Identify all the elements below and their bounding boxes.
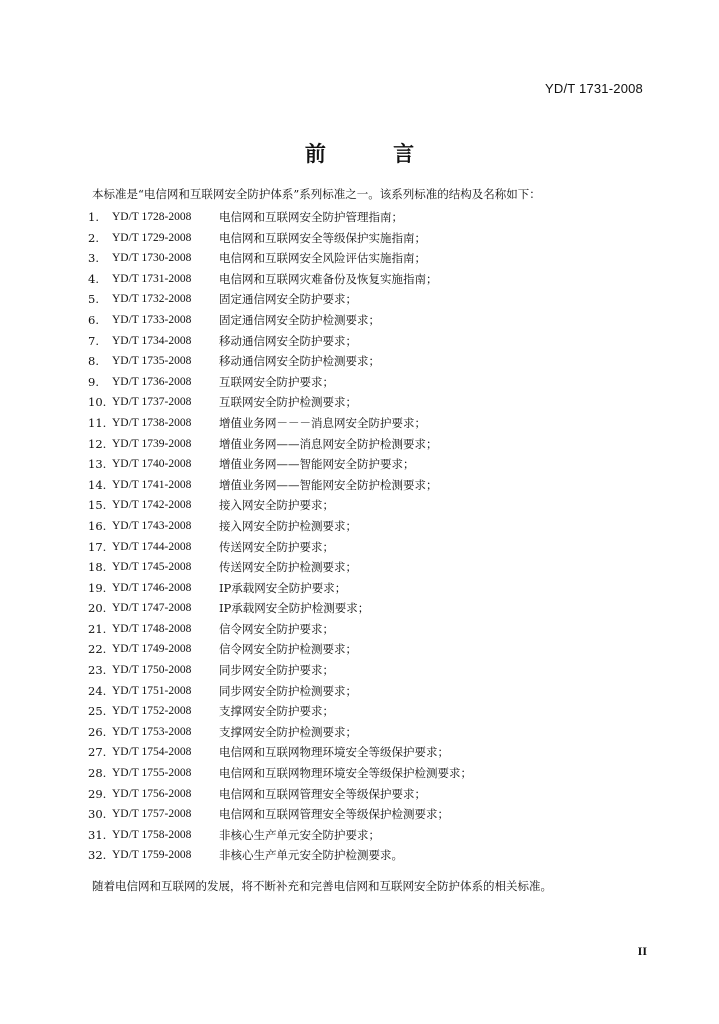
list-item <box>88 804 472 825</box>
list-item-number: 17. <box>88 539 107 554</box>
list-item <box>88 537 472 558</box>
list-item-name: IP承载网安全防护检测要求； <box>219 601 370 616</box>
list-item <box>88 660 472 681</box>
list-item <box>88 722 472 743</box>
list-item-code: YD/T 1757-2008 <box>112 808 192 821</box>
list-item-code: YD/T 1740-2008 <box>112 458 192 471</box>
list-item <box>88 742 472 763</box>
list-item-number: 32. <box>88 848 107 863</box>
list-item-code: YD/T 1738-2008 <box>112 416 192 429</box>
list-item-number: 6. <box>88 312 99 327</box>
list-item-name: 电信网和互联网安全风险评估实施指南； <box>219 251 426 266</box>
list-item-number: 24. <box>88 683 107 698</box>
list-item <box>88 557 472 578</box>
list-item-code: YD/T 1728-2008 <box>112 211 192 223</box>
list-item <box>88 598 472 619</box>
list-item-number: 4. <box>88 271 99 286</box>
list-item-code: YD/T 1750-2008 <box>112 664 192 677</box>
list-item <box>88 434 472 455</box>
list-item-number: 26. <box>88 724 107 739</box>
list-item-number: 28. <box>88 766 107 781</box>
list-item-name: 电信网和互联网管理安全等级保护要求； <box>219 786 426 801</box>
list-item-name: 同步网安全防护检测要求； <box>219 683 357 698</box>
list-item-number: 3. <box>88 251 99 266</box>
list-item-number: 7. <box>88 333 99 348</box>
list-item-number: 30. <box>88 807 107 822</box>
list-item-number: 16. <box>88 518 107 533</box>
list-item-code: YD/T 1737-2008 <box>112 396 192 409</box>
list-item-code: YD/T 1729-2008 <box>112 231 192 244</box>
list-item-code: YD/T 1731-2008 <box>112 272 192 285</box>
list-item-name: IP承载网安全防护要求； <box>219 580 347 595</box>
list-item <box>88 639 472 660</box>
list-item-number: 2. <box>88 230 99 245</box>
list-item-number: 11. <box>88 415 107 430</box>
list-item <box>88 701 472 722</box>
list-item-number: 29. <box>88 786 107 801</box>
list-item-name: 传送网安全防护检测要求； <box>219 560 357 575</box>
list-item-code: YD/T 1745-2008 <box>112 561 192 574</box>
list-item-name: 支撑网安全防护检测要求； <box>219 724 357 739</box>
list-item-code: YD/T 1742-2008 <box>112 499 192 512</box>
list-item-name: 接入网安全防护要求； <box>219 498 334 513</box>
standard-code-header: YD/T 1731-2008 <box>545 81 643 96</box>
list-item <box>88 228 472 249</box>
list-item-name: 电信网和互联网安全等级保护实施指南； <box>219 230 426 245</box>
list-item-number: 8. <box>88 354 99 369</box>
list-item <box>88 207 472 228</box>
list-item <box>88 845 472 866</box>
list-item-name: 传送网安全防护要求； <box>219 539 334 554</box>
list-item-name: 互联网安全防护要求； <box>219 374 334 389</box>
list-item-number: 21. <box>88 621 107 636</box>
list-item-number: 10. <box>88 395 107 410</box>
list-item-name: 增值业务网－－－消息网安全防护要求； <box>219 415 426 430</box>
list-item <box>88 681 472 702</box>
list-item-code: YD/T 1741-2008 <box>112 478 192 491</box>
list-item-name: 电信网和互联网物理环境安全等级保护要求； <box>219 745 449 760</box>
list-item-code: YD/T 1752-2008 <box>112 705 192 718</box>
list-item <box>88 475 472 496</box>
list-item-code: YD/T 1733-2008 <box>112 313 192 326</box>
list-item-number: 5. <box>88 292 99 307</box>
list-item-code: YD/T 1739-2008 <box>112 437 192 450</box>
page-number: II <box>637 944 647 958</box>
list-item-name: 固定通信网安全防护要求； <box>219 292 357 307</box>
list-item <box>88 825 472 846</box>
list-item <box>88 784 472 805</box>
list-item-name: 同步网安全防护要求； <box>219 663 334 678</box>
list-item-code: YD/T 1749-2008 <box>112 643 192 656</box>
list-item-number: 20. <box>88 601 107 616</box>
list-item-name: 支撑网安全防护要求； <box>219 704 334 719</box>
list-item-number: 9. <box>88 374 99 389</box>
list-item-name: 固定通信网安全防护检测要求； <box>219 312 380 327</box>
list-item <box>88 392 472 413</box>
list-item <box>88 372 472 393</box>
list-item <box>88 763 472 784</box>
list-item-name: 接入网安全防护检测要求； <box>219 518 357 533</box>
list-item-name: 电信网和互联网物理环境安全等级保护检测要求； <box>219 766 472 781</box>
list-item <box>88 454 472 475</box>
list-item-number: 31. <box>88 827 107 842</box>
list-item <box>88 619 472 640</box>
list-item-number: 14. <box>88 477 107 492</box>
list-item <box>88 289 472 310</box>
list-item-code: YD/T 1747-2008 <box>112 602 192 615</box>
intro-paragraph: 本标准是“电信网和互联网安全防护体系”系列标准之一。该系列标准的结构及名称如下： <box>92 187 541 201</box>
list-item-name: 电信网和互联网安全防护管理指南； <box>219 210 403 224</box>
list-item-code: YD/T 1734-2008 <box>112 334 192 347</box>
list-item-code: YD/T 1730-2008 <box>112 252 192 265</box>
list-item-code: YD/T 1753-2008 <box>112 725 192 738</box>
list-item <box>88 413 472 434</box>
list-item-number: 15. <box>88 498 107 513</box>
list-item-number: 1. <box>88 210 99 224</box>
list-item <box>88 248 472 269</box>
list-item-code: YD/T 1732-2008 <box>112 293 192 306</box>
list-item-number: 23. <box>88 663 107 678</box>
closing-paragraph: 随着电信网和互联网的发展，将不断补充和完善电信网和互联网安全防护体系的相关标准。 <box>92 879 552 893</box>
list-item <box>88 516 472 537</box>
list-item <box>88 310 472 331</box>
list-item-code: YD/T 1756-2008 <box>112 787 192 800</box>
list-item-code: YD/T 1735-2008 <box>112 355 192 368</box>
list-item-number: 13. <box>88 457 107 472</box>
list-item-name: 移动通信网安全防护要求； <box>219 333 357 348</box>
list-item-number: 27. <box>88 745 107 760</box>
list-item-name: 互联网安全防护检测要求； <box>219 395 357 410</box>
list-item-code: YD/T 1744-2008 <box>112 540 192 553</box>
list-item-code: YD/T 1736-2008 <box>112 375 192 388</box>
list-item-code: YD/T 1758-2008 <box>112 828 192 841</box>
list-item-code: YD/T 1746-2008 <box>112 581 192 594</box>
list-item-number: 18. <box>88 560 107 575</box>
list-item-name: 信令网安全防护要求； <box>219 621 334 636</box>
list-item-name: 增值业务网——消息网安全防护检测要求； <box>219 436 438 451</box>
list-item-name: 增值业务网——智能网安全防护要求； <box>219 457 415 472</box>
list-item-name: 增值业务网——智能网安全防护检测要求； <box>219 477 438 492</box>
list-item-code: YD/T 1743-2008 <box>112 519 192 532</box>
list-item <box>88 331 472 352</box>
list-item-number: 22. <box>88 642 107 657</box>
list-item-number: 19. <box>88 580 107 595</box>
standards-list <box>88 207 472 866</box>
list-item-code: YD/T 1759-2008 <box>112 849 192 862</box>
list-item-name: 移动通信网安全防护检测要求； <box>219 354 380 369</box>
list-item-name: 信令网安全防护检测要求； <box>219 642 357 657</box>
list-item <box>88 351 472 372</box>
list-item-number: 12. <box>88 436 107 451</box>
list-item-name: 非核心生产单元安全防护检测要求。 <box>219 848 403 863</box>
list-item-code: YD/T 1748-2008 <box>112 622 192 635</box>
list-item-code: YD/T 1755-2008 <box>112 767 192 780</box>
list-item <box>88 269 472 290</box>
page-title: 前 言 <box>304 142 445 166</box>
list-item-name: 电信网和互联网管理安全等级保护检测要求； <box>219 807 449 822</box>
list-item-name: 电信网和互联网灾难备份及恢复实施指南； <box>219 271 438 286</box>
list-item <box>88 495 472 516</box>
list-item-code: YD/T 1754-2008 <box>112 746 192 759</box>
list-item <box>88 578 472 599</box>
list-item-name: 非核心生产单元安全防护要求； <box>219 827 380 842</box>
list-item-number: 25. <box>88 704 107 719</box>
list-item-code: YD/T 1751-2008 <box>112 684 192 697</box>
